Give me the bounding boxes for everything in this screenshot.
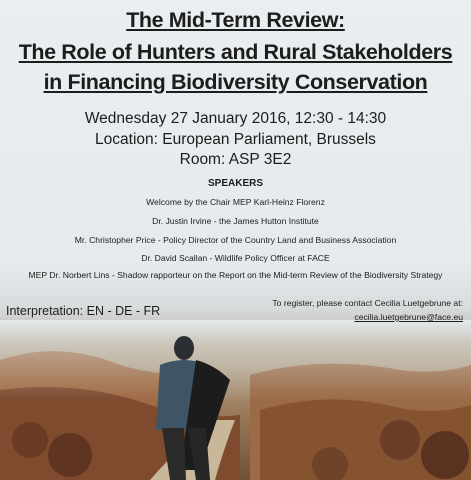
title-line-2: The Role of Hunters and Rural Stakeholders bbox=[18, 40, 453, 64]
interpretation-languages: Interpretation: EN - DE - FR bbox=[6, 304, 161, 318]
event-room: Room: ASP 3E2 bbox=[179, 151, 292, 168]
speaker-item: Dr. David Scallan - Wildlife Policy Officer at FACE bbox=[141, 253, 330, 263]
speaker-item: Dr. Justin Irvine - the James Hutton Institute bbox=[152, 216, 319, 226]
background-photo bbox=[0, 320, 471, 480]
speakers-heading: SPEAKERS bbox=[207, 178, 263, 189]
event-datetime: Wednesday 27 January 2016, 12:30 - 14:30 bbox=[84, 110, 387, 127]
title-line-3: in Financing Biodiversity Conservation bbox=[43, 70, 428, 94]
event-location: Location: European Parliament, Brussels bbox=[95, 131, 376, 148]
registration-text: To register, please contact Cecilia Luetgebrune at: bbox=[272, 298, 463, 308]
speaker-item: MEP Dr. Norbert Lins - Shadow rapporteur on the Report on the Mid-term Review of the Biodiversity Strategy bbox=[28, 270, 443, 280]
title-line-1: The Mid-Term Review: bbox=[126, 8, 345, 32]
registration-email-link[interactable]: cecilia.luetgebrune@face.eu bbox=[354, 312, 463, 322]
speaker-item: Welcome by the Chair MEP Karl-Heinz Florenz bbox=[146, 197, 325, 207]
registration-info bbox=[223, 296, 463, 324]
speaker-item: Mr. Christopher Price - Policy Director of the Country Land and Business Association bbox=[74, 235, 397, 245]
